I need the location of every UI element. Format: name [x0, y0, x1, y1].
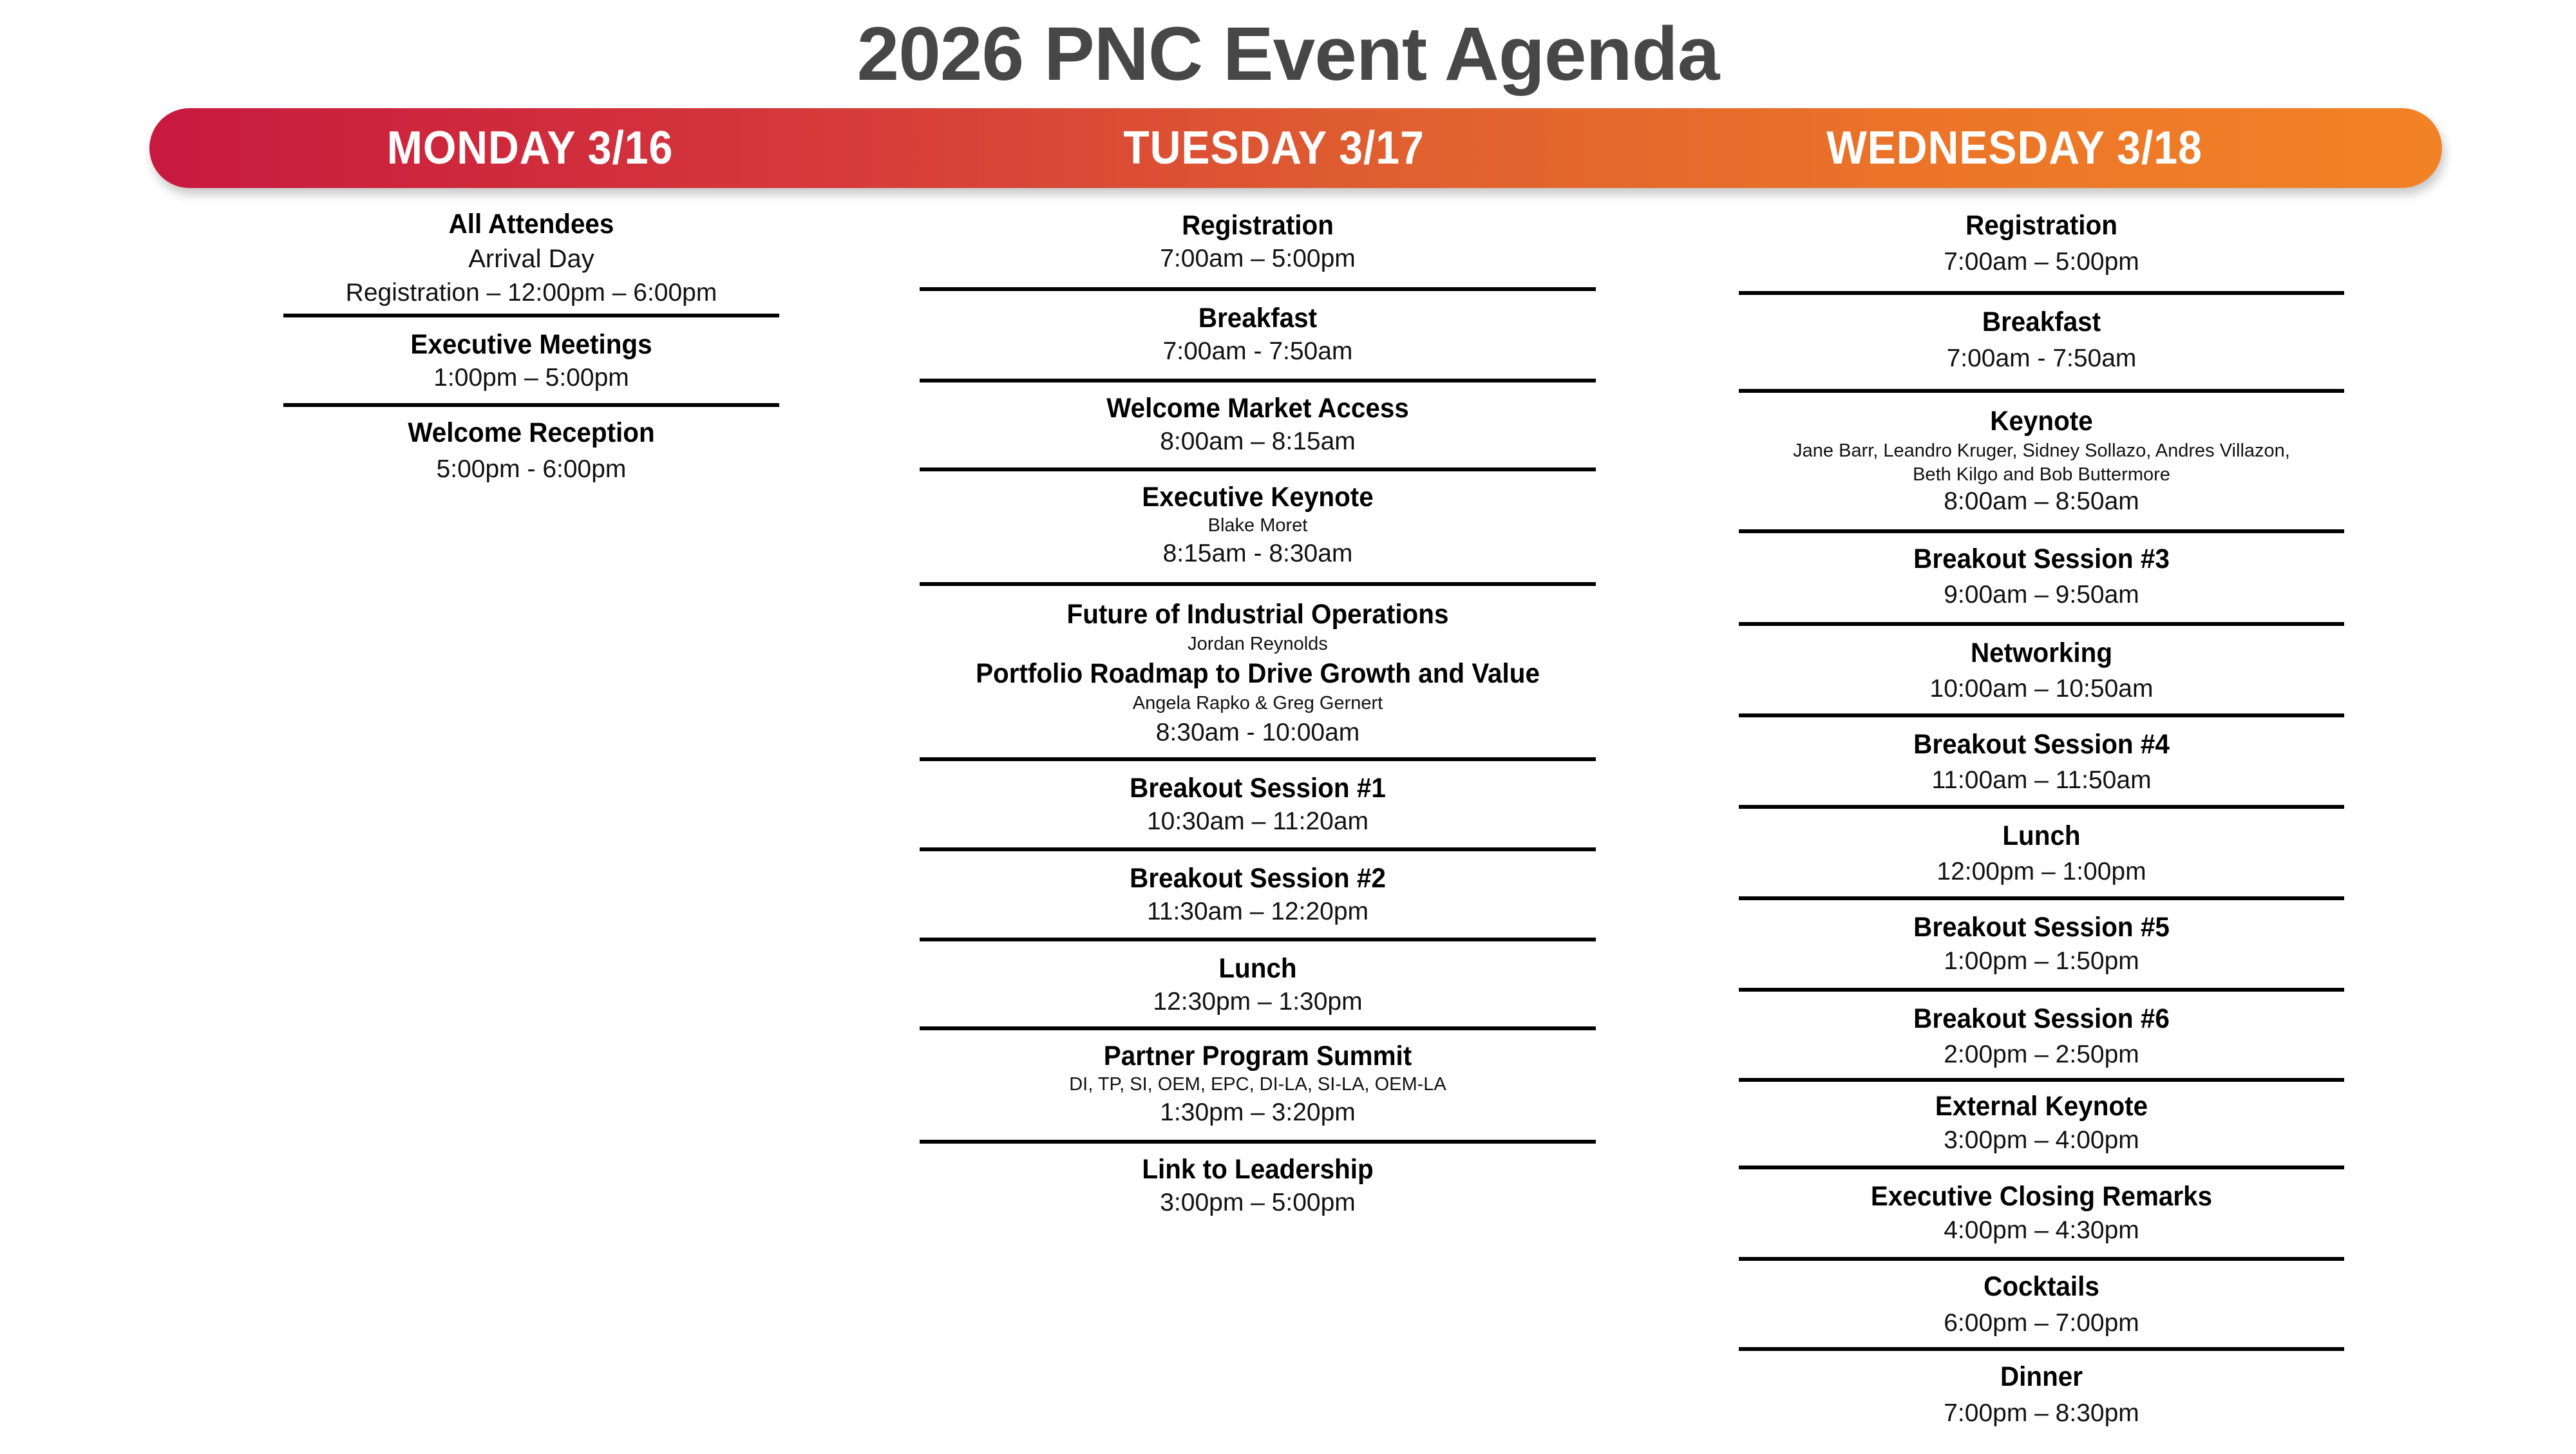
- event-item: [283, 317, 779, 407]
- event-time: 7:00am - 7:50am: [1946, 345, 2137, 372]
- event-title: Networking: [1970, 637, 2113, 668]
- event-time: 12:00pm – 1:00pm: [1937, 858, 2146, 885]
- event-title: Breakout Session #5: [1913, 912, 2170, 943]
- event-subtitle: Arrival Day: [468, 245, 594, 273]
- event-title: Registration: [1182, 210, 1334, 241]
- event-time: 10:30am – 11:20am: [1146, 807, 1368, 835]
- event-item: [1739, 900, 2344, 992]
- event-item: [1739, 1351, 2344, 1433]
- event-item: [1739, 533, 2344, 626]
- event-title: All Attendees: [448, 209, 614, 240]
- event-time: 4:00pm – 4:30pm: [1944, 1216, 2139, 1244]
- event-title: Lunch: [2002, 820, 2081, 851]
- event-item: [283, 407, 779, 489]
- event-item: [1739, 393, 2344, 533]
- event-speaker: Jordan Reynolds: [1188, 634, 1328, 654]
- event-title: Welcome Reception: [408, 417, 655, 448]
- event-title: Partner Program Summit: [1103, 1041, 1412, 1072]
- event-time: Registration – 12:00pm – 6:00pm: [345, 279, 717, 307]
- monday-column: [283, 207, 779, 489]
- event-title: Executive Keynote: [1142, 482, 1374, 513]
- event-item: [920, 1144, 1596, 1220]
- page-title: 2026 PNC Event Agenda: [857, 12, 1719, 97]
- event-time: 8:00am – 8:15am: [1160, 428, 1356, 455]
- event-time: 1:00pm – 1:50pm: [1944, 947, 2139, 975]
- event-time: 5:00pm - 6:00pm: [436, 455, 627, 483]
- event-title: Welcome Market Access: [1106, 393, 1409, 424]
- event-title: Keynote: [1990, 406, 2093, 437]
- event-title-2: Portfolio Roadmap to Drive Growth and Value: [976, 658, 1540, 689]
- event-speakers-line-2: Beth Kilgo and Bob Buttermore: [1913, 464, 2170, 485]
- event-title: Dinner: [2000, 1361, 2083, 1392]
- event-time: 7:00am – 5:00pm: [1160, 245, 1356, 272]
- event-item: [1739, 209, 2344, 295]
- wednesday-column: [1739, 209, 2344, 1433]
- event-title: Breakfast: [1198, 303, 1318, 334]
- event-item: [1739, 992, 2344, 1082]
- event-speaker-2: Angela Rapko & Greg Gernert: [1132, 693, 1383, 713]
- event-title: Future of Industrial Operations: [1066, 599, 1449, 630]
- event-title: Executive Closing Remarks: [1870, 1181, 2213, 1212]
- event-speakers: Jane Barr, Leandro Kruger, Sidney Sollazo, Andres Villazon,: [1793, 440, 2290, 461]
- event-item: [283, 207, 779, 317]
- event-time: 3:00pm – 5:00pm: [1160, 1189, 1356, 1216]
- event-item: [920, 586, 1596, 761]
- event-item: [1739, 295, 2344, 393]
- event-item: [920, 851, 1596, 941]
- event-time: 8:30am - 10:00am: [1155, 719, 1360, 746]
- event-title: Cocktails: [1984, 1271, 2099, 1302]
- event-time: 8:00am – 8:50am: [1944, 487, 2139, 515]
- tuesday-column: [920, 209, 1596, 1220]
- event-item: [1739, 1261, 2344, 1351]
- event-title: Breakout Session #1: [1130, 773, 1386, 804]
- day-label-tuesday: TUESDAY 3/17: [1123, 122, 1425, 174]
- event-title: Executive Meetings: [410, 329, 652, 360]
- event-time: 6:00pm – 7:00pm: [1944, 1309, 2139, 1337]
- event-speaker: Blake Moret: [1208, 515, 1308, 536]
- event-title: Breakout Session #6: [1913, 1003, 2170, 1034]
- day-label-monday: MONDAY 3/16: [386, 122, 674, 174]
- event-item: [920, 471, 1596, 586]
- event-time: 2:00pm – 2:50pm: [1944, 1041, 2139, 1068]
- event-time: 1:00pm – 5:00pm: [433, 364, 629, 392]
- event-item: [920, 941, 1596, 1030]
- event-title: Link to Leadership: [1142, 1154, 1374, 1185]
- event-time: 3:00pm – 4:00pm: [1944, 1126, 2139, 1154]
- event-title: Breakout Session #2: [1130, 863, 1386, 894]
- event-title: Breakfast: [1982, 307, 2101, 337]
- event-title: Breakout Session #4: [1913, 729, 2170, 760]
- event-time: 9:00am – 9:50am: [1944, 581, 2139, 609]
- event-time: 8:15am - 8:30am: [1162, 540, 1353, 567]
- event-item: [920, 382, 1596, 471]
- event-item: [920, 291, 1596, 382]
- event-item: [920, 1030, 1596, 1144]
- event-title: Registration: [1965, 210, 2117, 241]
- event-title: External Keynote: [1935, 1091, 2148, 1122]
- event-item: [1739, 809, 2344, 900]
- event-time: 12:30pm – 1:30pm: [1153, 988, 1363, 1015]
- day-header-banner: [149, 108, 2442, 188]
- event-partner-types: DI, TP, SI, OEM, EPC, DI-LA, SI-LA, OEM-LA: [1069, 1074, 1446, 1095]
- event-title: Lunch: [1218, 953, 1297, 984]
- day-label-wednesday: WEDNESDAY 3/18: [1826, 122, 2202, 174]
- event-title: Breakout Session #3: [1913, 543, 2170, 574]
- event-time: 10:00am – 10:50am: [1929, 675, 2154, 703]
- event-time: 1:30pm – 3:20pm: [1160, 1099, 1356, 1126]
- event-item: [920, 761, 1596, 851]
- event-time: 7:00am – 5:00pm: [1944, 248, 2139, 276]
- event-time: 7:00am - 7:50am: [1162, 337, 1353, 365]
- event-item: [1739, 1169, 2344, 1261]
- event-item: [1739, 626, 2344, 717]
- event-item: [920, 209, 1596, 291]
- event-time: 7:00pm – 8:30pm: [1944, 1399, 2139, 1427]
- event-time: 11:00am – 11:50am: [1931, 766, 2152, 794]
- event-item: [1739, 1082, 2344, 1169]
- event-time: 11:30am – 12:20pm: [1146, 898, 1368, 925]
- event-item: [1739, 717, 2344, 809]
